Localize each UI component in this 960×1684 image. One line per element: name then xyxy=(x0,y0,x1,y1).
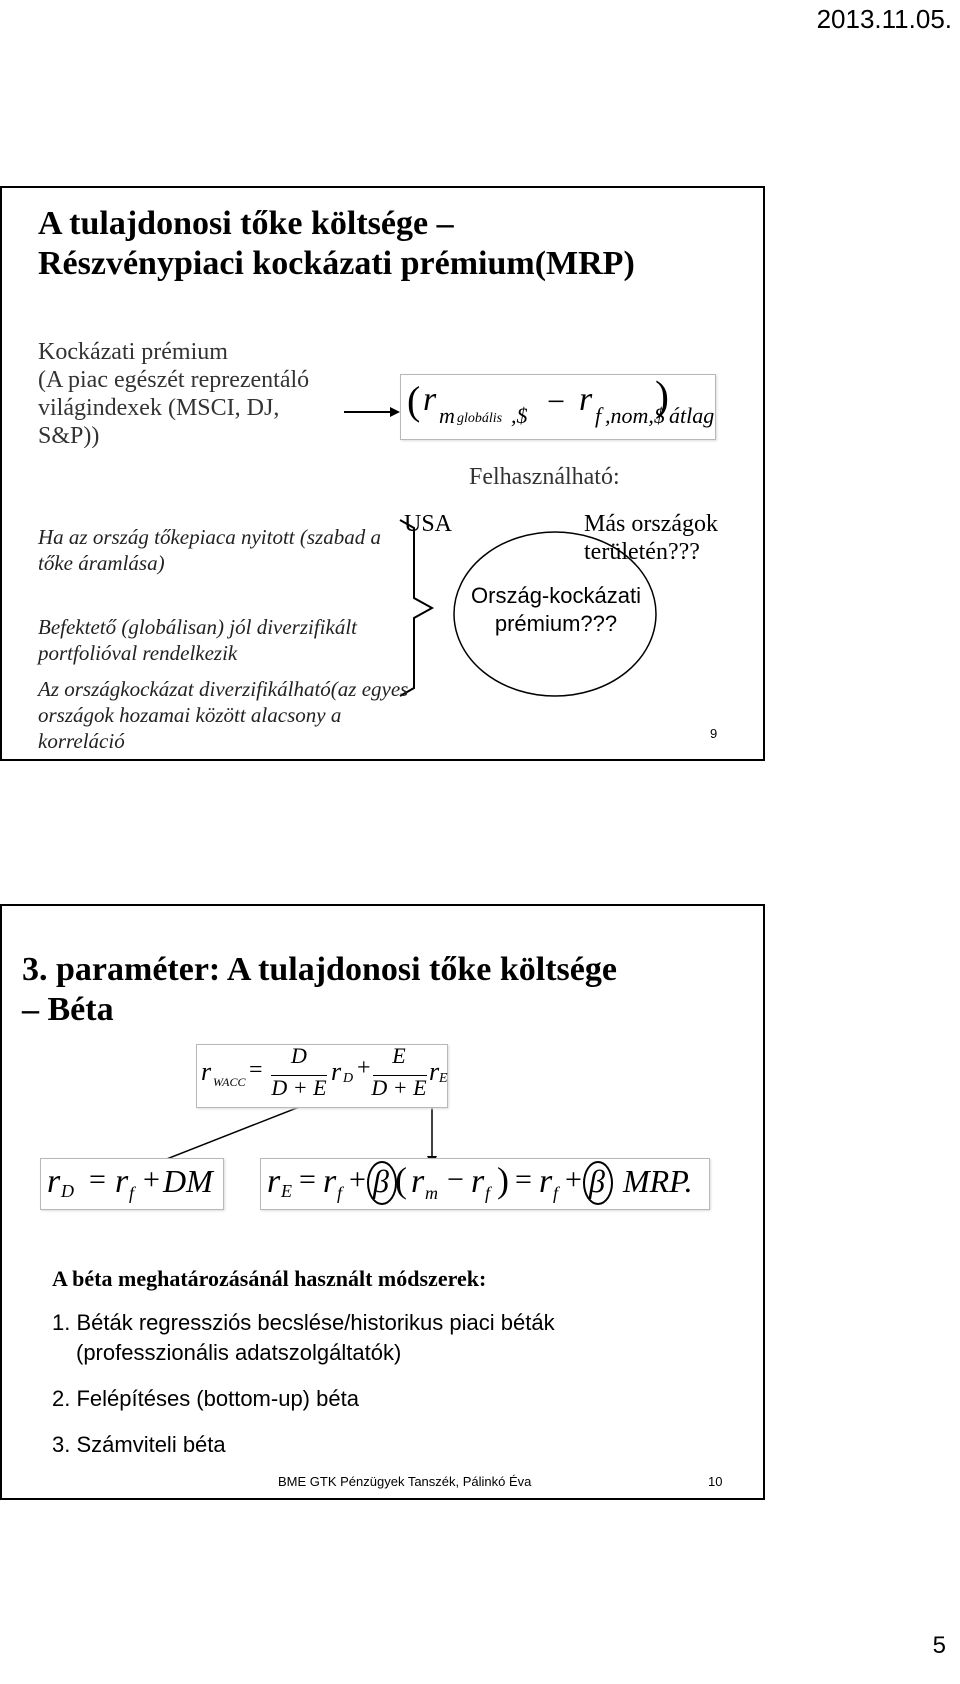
paren-close: ) xyxy=(497,1160,509,1200)
minus-sign: − xyxy=(447,1163,464,1196)
plus-sign: + xyxy=(349,1163,366,1196)
paren-open: ( xyxy=(395,1160,407,1200)
plus-sign: + xyxy=(565,1163,582,1196)
plus-sign: + xyxy=(357,1055,371,1081)
title-line: 3. paraméter: A tulajdonosi tőke költsége xyxy=(22,951,617,988)
text-line: Ha az ország tőkepiaca nyitott (szabad a xyxy=(38,525,381,549)
text-line: Más országok xyxy=(584,511,718,537)
subscript-f: f xyxy=(485,1183,491,1203)
symbol-r: r xyxy=(423,381,437,418)
text-line: prémium??? xyxy=(494,611,618,636)
symbol-r: r xyxy=(471,1163,485,1200)
subscript-e: E xyxy=(439,1071,448,1086)
fraction-denominator: D + E xyxy=(371,1075,427,1100)
subscript-f: f xyxy=(595,403,602,428)
method-1 xyxy=(52,1308,555,1368)
fraction-denominator: D + E xyxy=(271,1075,327,1100)
equals-sign: = xyxy=(89,1163,106,1196)
subscript-d: D xyxy=(61,1181,74,1201)
symbol-r: r xyxy=(201,1057,212,1086)
subscript-e: E xyxy=(281,1181,292,1201)
symbol-dm: DM xyxy=(163,1163,213,1199)
symbol-r: r xyxy=(539,1163,553,1200)
usable-label: Felhasználható: xyxy=(469,464,620,490)
title-line: A tulajdonosi tőke költsége – xyxy=(38,205,454,242)
subscript-f: f xyxy=(337,1183,343,1203)
symbol-r: r xyxy=(331,1057,342,1086)
symbol-r: r xyxy=(323,1163,337,1200)
title-line: Részvénypiaci kockázati prémium(MRP) xyxy=(38,245,635,282)
slide-9 xyxy=(0,186,765,761)
text-line: Ország-kockázati xyxy=(471,583,641,608)
page-date: 2013.11.05. xyxy=(816,4,952,34)
subscript-nom: ,nom,$ xyxy=(605,403,665,428)
text-line: világindexek (MSCI, DJ, xyxy=(38,395,280,421)
other-countries-text xyxy=(584,510,718,566)
subscript-wacc: WACC xyxy=(213,1075,246,1089)
symbol-beta: β xyxy=(373,1163,389,1199)
subscript-average: átlag xyxy=(669,403,715,428)
text-line: S&P)) xyxy=(38,423,100,449)
symbol-beta: β xyxy=(589,1163,605,1199)
slide-number: 9 xyxy=(710,726,718,741)
symbol-mrp: MRP. xyxy=(623,1163,693,1199)
method-2: 2. Felépítéses (bottom-up) béta xyxy=(52,1386,359,1411)
text-line: területén??? xyxy=(584,539,700,565)
text-line: portfolióval rendelkezik xyxy=(38,641,238,665)
plus-sign: + xyxy=(143,1163,160,1196)
cost-of-equity-formula xyxy=(260,1158,710,1210)
paren-close: ) xyxy=(655,374,669,420)
slide-number: 10 xyxy=(708,1474,723,1489)
fraction-numerator: E xyxy=(392,1043,406,1068)
symbol-r: r xyxy=(267,1163,281,1200)
grouping-brace xyxy=(400,520,432,696)
text-line: Kockázati prémium xyxy=(38,339,228,365)
condition-open-market xyxy=(38,524,381,576)
text-line: országok hozamai között alacsony a xyxy=(38,703,342,727)
equals-sign: = xyxy=(249,1057,263,1083)
equals-sign: = xyxy=(299,1163,316,1196)
symbol-r: r xyxy=(579,381,593,418)
slide-10 xyxy=(0,904,765,1500)
subscript-f: f xyxy=(553,1183,559,1203)
cost-of-debt-formula xyxy=(40,1158,224,1210)
paren-open: ( xyxy=(407,378,421,423)
condition-diversifiable-risk xyxy=(38,676,408,754)
text-line: (professzionális adatszolgáltatók) xyxy=(76,1340,402,1365)
equals-sign: = xyxy=(515,1163,532,1196)
page-number: 5 xyxy=(932,1632,946,1659)
subscript-global: globális xyxy=(457,411,503,426)
minus-sign: − xyxy=(547,383,566,419)
symbol-r: r xyxy=(411,1163,425,1200)
text-line: (A piac egészét reprezentáló xyxy=(38,367,310,393)
text-line: tőke áramlása) xyxy=(38,551,165,575)
text-line: korreláció xyxy=(38,729,125,753)
slide-footer: BME GTK Pénzügyek Tanszék, Pálinkó Éva xyxy=(278,1474,532,1489)
condition-diversified-investor xyxy=(38,614,357,666)
subscript-m: m xyxy=(425,1183,438,1203)
method-3: 3. Számviteli béta xyxy=(52,1432,226,1457)
text-line: Az országkockázat diverzifikálható(az egyes xyxy=(38,677,409,701)
methods-heading: A béta meghatározásánál használt módszerek: xyxy=(52,1266,487,1291)
subscript-m: m xyxy=(439,403,455,428)
usa-label: USA xyxy=(404,511,453,537)
symbol-r: r xyxy=(115,1163,129,1200)
symbol-r: r xyxy=(429,1057,440,1086)
fraction-numerator: D xyxy=(291,1043,307,1068)
market-premium-formula xyxy=(400,374,716,440)
symbol-r: r xyxy=(47,1163,61,1200)
subscript-usd: ,$ xyxy=(511,403,528,428)
wacc-formula xyxy=(196,1044,448,1108)
subscript-f: f xyxy=(129,1183,135,1203)
arrow-head xyxy=(390,407,400,417)
title-line: – Béta xyxy=(22,991,114,1028)
subscript-d: D xyxy=(343,1071,354,1086)
country-risk-premium-text xyxy=(468,582,644,638)
text-line: 1. Béták regressziós becslése/historikus piaci béták xyxy=(52,1310,555,1335)
text-line: Befektető (globálisan) jól diverzifikált xyxy=(38,615,358,639)
